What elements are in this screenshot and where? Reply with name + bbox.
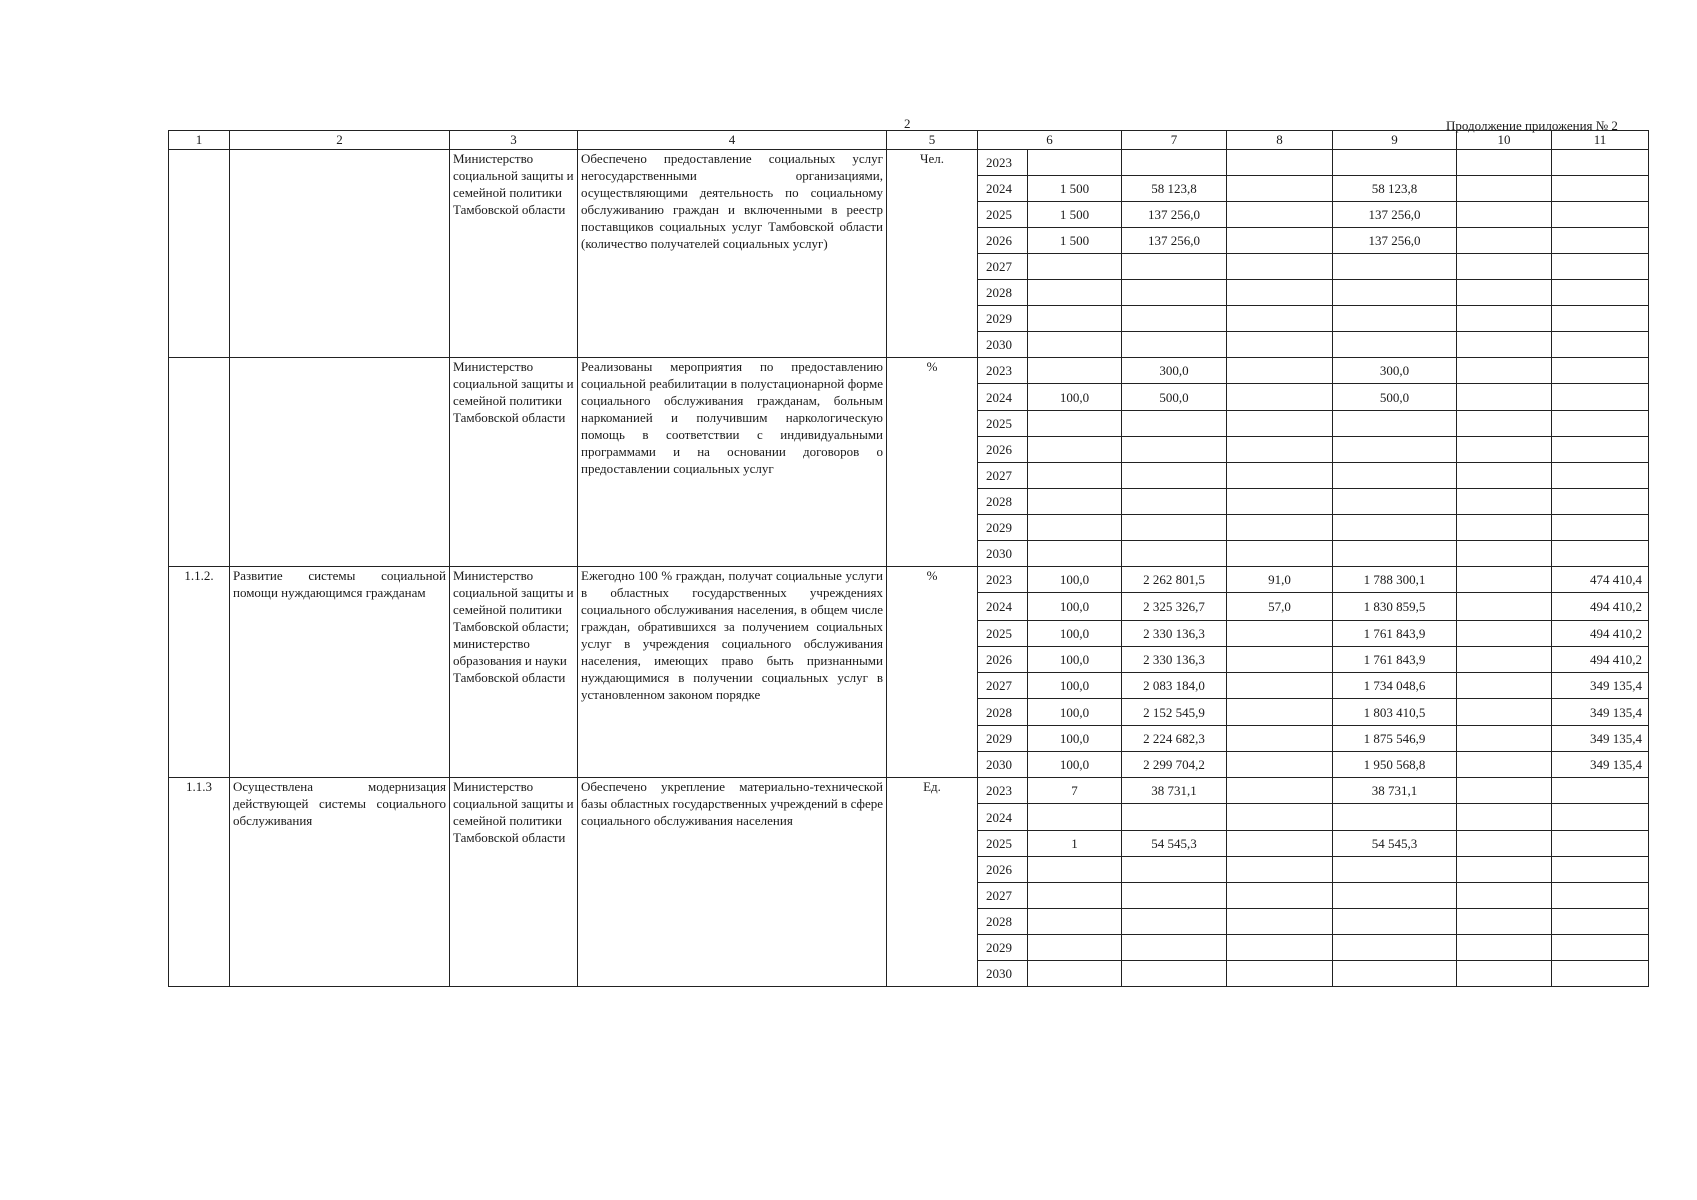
- column-header: 9: [1333, 131, 1457, 150]
- value-cell-10: [1457, 306, 1552, 332]
- value-cell-8: [1227, 463, 1333, 489]
- value-cell-9: 1 803 410,5: [1333, 699, 1457, 726]
- value-cell-6: [1028, 515, 1122, 541]
- value-cell-7: 54 545,3: [1122, 831, 1227, 857]
- value-cell-10: [1457, 909, 1552, 935]
- value-cell-9: [1333, 437, 1457, 463]
- value-cell-11: [1552, 804, 1649, 831]
- value-cell-7: 38 731,1: [1122, 778, 1227, 804]
- value-cell-9: 137 256,0: [1333, 202, 1457, 228]
- table-row: [169, 150, 1649, 176]
- value-cell-10: [1457, 567, 1552, 593]
- table-row: [169, 778, 1649, 804]
- value-cell-10: [1457, 804, 1552, 831]
- year-cell: 2029: [978, 515, 1028, 541]
- value-cell-6: [1028, 909, 1122, 935]
- year-cell: 2024: [978, 176, 1028, 202]
- value-cell-8: [1227, 752, 1333, 778]
- item-name: Осуществлена модернизация действующей системы социального обслуживания: [230, 778, 450, 987]
- value-cell-6: 100,0: [1028, 647, 1122, 673]
- value-cell-8: [1227, 883, 1333, 909]
- responsible-executor: Министерство социальной защиты и семейной политики Тамбовской области: [450, 358, 578, 567]
- value-cell-8: [1227, 254, 1333, 280]
- value-cell-9: [1333, 332, 1457, 358]
- value-cell-7: [1122, 961, 1227, 987]
- value-cell-9: 58 123,8: [1333, 176, 1457, 202]
- result-description: Обеспечено предоставление социальных услуг негосударственными организациями, осуществляющими деятельность по социальному обслуживанию граждан и включенными в реестр поставщиков социальных услуг Тамбовской области (количество получателей социальных услуг): [578, 150, 887, 358]
- value-cell-6: 100,0: [1028, 621, 1122, 647]
- value-cell-10: [1457, 726, 1552, 752]
- value-cell-10: [1457, 228, 1552, 254]
- year-cell: 2024: [978, 384, 1028, 411]
- value-cell-7: 137 256,0: [1122, 228, 1227, 254]
- value-cell-7: [1122, 515, 1227, 541]
- value-cell-7: 2 330 136,3: [1122, 647, 1227, 673]
- value-cell-9: [1333, 541, 1457, 567]
- value-cell-8: [1227, 778, 1333, 804]
- value-cell-10: [1457, 332, 1552, 358]
- value-cell-7: 2 299 704,2: [1122, 752, 1227, 778]
- value-cell-8: [1227, 228, 1333, 254]
- value-cell-8: [1227, 515, 1333, 541]
- unit-of-measure: Чел.: [887, 150, 978, 358]
- value-cell-6: 100,0: [1028, 726, 1122, 752]
- value-cell-10: [1457, 489, 1552, 515]
- value-cell-11: [1552, 280, 1649, 306]
- value-cell-11: [1552, 961, 1649, 987]
- value-cell-6: [1028, 150, 1122, 176]
- value-cell-10: [1457, 176, 1552, 202]
- value-cell-7: 2 083 184,0: [1122, 673, 1227, 699]
- value-cell-6: 100,0: [1028, 593, 1122, 621]
- result-description: Обеспечено укрепление материально-технической базы областных государственных учреждений в сфере социального обслуживания населения: [578, 778, 887, 987]
- column-header: 11: [1552, 131, 1649, 150]
- year-cell: 2026: [978, 857, 1028, 883]
- table-row: [169, 567, 1649, 593]
- value-cell-10: [1457, 961, 1552, 987]
- year-cell: 2025: [978, 202, 1028, 228]
- item-code: [169, 150, 230, 358]
- value-cell-10: [1457, 857, 1552, 883]
- value-cell-8: 57,0: [1227, 593, 1333, 621]
- year-cell: 2023: [978, 567, 1028, 593]
- value-cell-8: [1227, 699, 1333, 726]
- value-cell-7: 2 262 801,5: [1122, 567, 1227, 593]
- year-cell: 2029: [978, 935, 1028, 961]
- value-cell-10: [1457, 699, 1552, 726]
- value-cell-11: [1552, 463, 1649, 489]
- year-cell: 2028: [978, 699, 1028, 726]
- value-cell-11: [1552, 857, 1649, 883]
- unit-of-measure: Ед.: [887, 778, 978, 987]
- value-cell-8: [1227, 411, 1333, 437]
- value-cell-7: [1122, 463, 1227, 489]
- value-cell-7: [1122, 411, 1227, 437]
- value-cell-11: [1552, 935, 1649, 961]
- value-cell-6: [1028, 804, 1122, 831]
- value-cell-8: [1227, 306, 1333, 332]
- value-cell-6: [1028, 935, 1122, 961]
- value-cell-6: 7: [1028, 778, 1122, 804]
- value-cell-10: [1457, 778, 1552, 804]
- responsible-executor: Министерство социальной защиты и семейной политики Тамбовской области: [450, 778, 578, 987]
- value-cell-10: [1457, 411, 1552, 437]
- value-cell-8: [1227, 621, 1333, 647]
- value-cell-10: [1457, 254, 1552, 280]
- value-cell-11: 349 135,4: [1552, 699, 1649, 726]
- responsible-executor: Министерство социальной защиты и семейной политики Тамбовской области; министерство образования и науки Тамбовской области: [450, 567, 578, 778]
- value-cell-7: [1122, 332, 1227, 358]
- year-cell: 2026: [978, 228, 1028, 254]
- value-cell-11: [1552, 883, 1649, 909]
- value-cell-9: [1333, 935, 1457, 961]
- value-cell-11: 494 410,2: [1552, 647, 1649, 673]
- value-cell-8: [1227, 673, 1333, 699]
- value-cell-9: [1333, 463, 1457, 489]
- value-cell-11: [1552, 228, 1649, 254]
- value-cell-6: 1 500: [1028, 202, 1122, 228]
- value-cell-6: [1028, 254, 1122, 280]
- value-cell-10: [1457, 621, 1552, 647]
- year-cell: 2023: [978, 150, 1028, 176]
- value-cell-6: [1028, 489, 1122, 515]
- column-header: 7: [1122, 131, 1227, 150]
- value-cell-7: 2 224 682,3: [1122, 726, 1227, 752]
- value-cell-6: [1028, 463, 1122, 489]
- value-cell-6: 1: [1028, 831, 1122, 857]
- column-header: 3: [450, 131, 578, 150]
- year-cell: 2024: [978, 804, 1028, 831]
- value-cell-7: 2 330 136,3: [1122, 621, 1227, 647]
- value-cell-8: [1227, 647, 1333, 673]
- value-cell-11: 474 410,4: [1552, 567, 1649, 593]
- column-header: 6: [978, 131, 1122, 150]
- value-cell-7: [1122, 804, 1227, 831]
- value-cell-6: 100,0: [1028, 752, 1122, 778]
- value-cell-7: [1122, 489, 1227, 515]
- continuation-label: Продолжение приложения № 2: [1446, 118, 1618, 133]
- value-cell-9: [1333, 883, 1457, 909]
- year-cell: 2029: [978, 726, 1028, 752]
- item-name: [230, 150, 450, 358]
- value-cell-8: [1227, 909, 1333, 935]
- year-cell: 2030: [978, 541, 1028, 567]
- unit-of-measure: %: [887, 567, 978, 778]
- year-cell: 2030: [978, 752, 1028, 778]
- value-cell-9: 500,0: [1333, 384, 1457, 411]
- value-cell-11: 349 135,4: [1552, 752, 1649, 778]
- value-cell-10: [1457, 515, 1552, 541]
- value-cell-7: 500,0: [1122, 384, 1227, 411]
- value-cell-9: [1333, 280, 1457, 306]
- value-cell-8: [1227, 961, 1333, 987]
- year-cell: 2025: [978, 831, 1028, 857]
- year-cell: 2027: [978, 254, 1028, 280]
- value-cell-9: [1333, 961, 1457, 987]
- value-cell-7: 58 123,8: [1122, 176, 1227, 202]
- year-cell: 2029: [978, 306, 1028, 332]
- year-cell: 2026: [978, 437, 1028, 463]
- value-cell-8: [1227, 437, 1333, 463]
- result-description: Реализованы мероприятия по предоставлению социальной реабилитации в полустационарной форме социального обслуживания гражданам, больным наркоманией и получившим наркологическую помощь в соответствии с индивидуальными программами и на основании договоров о предоставлении социальных услуг: [578, 358, 887, 567]
- value-cell-8: [1227, 857, 1333, 883]
- value-cell-9: [1333, 254, 1457, 280]
- value-cell-6: [1028, 437, 1122, 463]
- value-cell-9: 300,0: [1333, 358, 1457, 384]
- value-cell-11: 349 135,4: [1552, 673, 1649, 699]
- value-cell-6: [1028, 961, 1122, 987]
- column-header: 10: [1457, 131, 1552, 150]
- value-cell-11: [1552, 778, 1649, 804]
- year-cell: 2023: [978, 358, 1028, 384]
- value-cell-11: [1552, 489, 1649, 515]
- value-cell-7: [1122, 883, 1227, 909]
- year-cell: 2027: [978, 883, 1028, 909]
- value-cell-6: 100,0: [1028, 567, 1122, 593]
- value-cell-8: [1227, 489, 1333, 515]
- value-cell-10: [1457, 202, 1552, 228]
- item-code: 1.1.2.: [169, 567, 230, 778]
- value-cell-9: [1333, 306, 1457, 332]
- item-code: 1.1.3: [169, 778, 230, 987]
- year-cell: 2027: [978, 463, 1028, 489]
- column-header: 8: [1227, 131, 1333, 150]
- value-cell-10: [1457, 883, 1552, 909]
- value-cell-6: 100,0: [1028, 384, 1122, 411]
- value-cell-9: [1333, 150, 1457, 176]
- value-cell-8: [1227, 541, 1333, 567]
- value-cell-10: [1457, 935, 1552, 961]
- value-cell-8: [1227, 150, 1333, 176]
- value-cell-11: [1552, 541, 1649, 567]
- value-cell-9: [1333, 515, 1457, 541]
- page-number: 2: [904, 116, 911, 131]
- value-cell-7: 137 256,0: [1122, 202, 1227, 228]
- value-cell-7: [1122, 909, 1227, 935]
- value-cell-6: 1 500: [1028, 228, 1122, 254]
- year-cell: 2023: [978, 778, 1028, 804]
- column-header: 1: [169, 131, 230, 150]
- value-cell-8: [1227, 384, 1333, 411]
- value-cell-11: [1552, 411, 1649, 437]
- year-cell: 2026: [978, 647, 1028, 673]
- value-cell-7: [1122, 254, 1227, 280]
- program-table: [168, 130, 1649, 987]
- value-cell-8: [1227, 804, 1333, 831]
- value-cell-11: [1552, 909, 1649, 935]
- value-cell-7: [1122, 437, 1227, 463]
- value-cell-10: [1457, 150, 1552, 176]
- year-cell: 2024: [978, 593, 1028, 621]
- value-cell-6: [1028, 358, 1122, 384]
- value-cell-10: [1457, 384, 1552, 411]
- year-cell: 2028: [978, 909, 1028, 935]
- value-cell-11: [1552, 176, 1649, 202]
- table-row: [169, 358, 1649, 384]
- value-cell-7: 2 325 326,7: [1122, 593, 1227, 621]
- year-cell: 2028: [978, 489, 1028, 515]
- value-cell-11: [1552, 515, 1649, 541]
- value-cell-8: 91,0: [1227, 567, 1333, 593]
- value-cell-10: [1457, 647, 1552, 673]
- value-cell-9: 1 875 546,9: [1333, 726, 1457, 752]
- value-cell-11: [1552, 358, 1649, 384]
- value-cell-9: 54 545,3: [1333, 831, 1457, 857]
- value-cell-10: [1457, 463, 1552, 489]
- value-cell-7: [1122, 541, 1227, 567]
- value-cell-9: [1333, 411, 1457, 437]
- value-cell-10: [1457, 358, 1552, 384]
- value-cell-7: [1122, 150, 1227, 176]
- value-cell-10: [1457, 437, 1552, 463]
- value-cell-11: [1552, 831, 1649, 857]
- header-row: [169, 131, 1649, 150]
- value-cell-10: [1457, 831, 1552, 857]
- value-cell-9: [1333, 489, 1457, 515]
- value-cell-11: [1552, 254, 1649, 280]
- value-cell-10: [1457, 752, 1552, 778]
- value-cell-10: [1457, 541, 1552, 567]
- value-cell-9: 1 830 859,5: [1333, 593, 1457, 621]
- value-cell-9: 137 256,0: [1333, 228, 1457, 254]
- value-cell-6: [1028, 280, 1122, 306]
- value-cell-6: 100,0: [1028, 699, 1122, 726]
- value-cell-11: [1552, 202, 1649, 228]
- value-cell-8: [1227, 332, 1333, 358]
- value-cell-6: 100,0: [1028, 673, 1122, 699]
- value-cell-8: [1227, 280, 1333, 306]
- year-cell: 2030: [978, 332, 1028, 358]
- value-cell-9: 38 731,1: [1333, 778, 1457, 804]
- value-cell-11: 349 135,4: [1552, 726, 1649, 752]
- value-cell-6: [1028, 332, 1122, 358]
- value-cell-7: 300,0: [1122, 358, 1227, 384]
- value-cell-7: 2 152 545,9: [1122, 699, 1227, 726]
- value-cell-9: [1333, 909, 1457, 935]
- responsible-executor: Министерство социальной защиты и семейной политики Тамбовской области: [450, 150, 578, 358]
- value-cell-11: 494 410,2: [1552, 621, 1649, 647]
- year-cell: 2030: [978, 961, 1028, 987]
- value-cell-11: [1552, 384, 1649, 411]
- value-cell-6: [1028, 306, 1122, 332]
- value-cell-10: [1457, 673, 1552, 699]
- value-cell-9: [1333, 804, 1457, 831]
- value-cell-9: [1333, 857, 1457, 883]
- value-cell-8: [1227, 935, 1333, 961]
- value-cell-11: 494 410,2: [1552, 593, 1649, 621]
- value-cell-8: [1227, 831, 1333, 857]
- value-cell-6: [1028, 411, 1122, 437]
- value-cell-6: [1028, 857, 1122, 883]
- year-cell: 2027: [978, 673, 1028, 699]
- value-cell-9: 1 761 843,9: [1333, 647, 1457, 673]
- value-cell-11: [1552, 150, 1649, 176]
- year-cell: 2025: [978, 411, 1028, 437]
- column-header: 2: [230, 131, 450, 150]
- value-cell-8: [1227, 726, 1333, 752]
- value-cell-10: [1457, 280, 1552, 306]
- value-cell-9: 1 950 568,8: [1333, 752, 1457, 778]
- value-cell-11: [1552, 332, 1649, 358]
- value-cell-6: [1028, 541, 1122, 567]
- column-header: 4: [578, 131, 887, 150]
- value-cell-9: 1 734 048,6: [1333, 673, 1457, 699]
- value-cell-9: 1 788 300,1: [1333, 567, 1457, 593]
- value-cell-8: [1227, 202, 1333, 228]
- value-cell-7: [1122, 857, 1227, 883]
- item-name: [230, 358, 450, 567]
- year-cell: 2025: [978, 621, 1028, 647]
- value-cell-7: [1122, 306, 1227, 332]
- value-cell-11: [1552, 306, 1649, 332]
- value-cell-7: [1122, 935, 1227, 961]
- unit-of-measure: %: [887, 358, 978, 567]
- value-cell-11: [1552, 437, 1649, 463]
- column-header: 5: [887, 131, 978, 150]
- value-cell-8: [1227, 176, 1333, 202]
- value-cell-7: [1122, 280, 1227, 306]
- value-cell-6: [1028, 883, 1122, 909]
- value-cell-9: 1 761 843,9: [1333, 621, 1457, 647]
- year-cell: 2028: [978, 280, 1028, 306]
- result-description: Ежегодно 100 % граждан, получат социальные услуги в областных государственных учреждениях социального обслуживания населения, в общем числе граждан, обратившихся за получением социальных услуг в учреждения социального обслуживания населения, имеющих право быть признанными нуждающимися в получении социальных услуг в установленном законом порядке: [578, 567, 887, 778]
- item-name: Развитие системы социальной помощи нуждающимся гражданам: [230, 567, 450, 778]
- value-cell-6: 1 500: [1028, 176, 1122, 202]
- value-cell-8: [1227, 358, 1333, 384]
- value-cell-10: [1457, 593, 1552, 621]
- item-code: [169, 358, 230, 567]
